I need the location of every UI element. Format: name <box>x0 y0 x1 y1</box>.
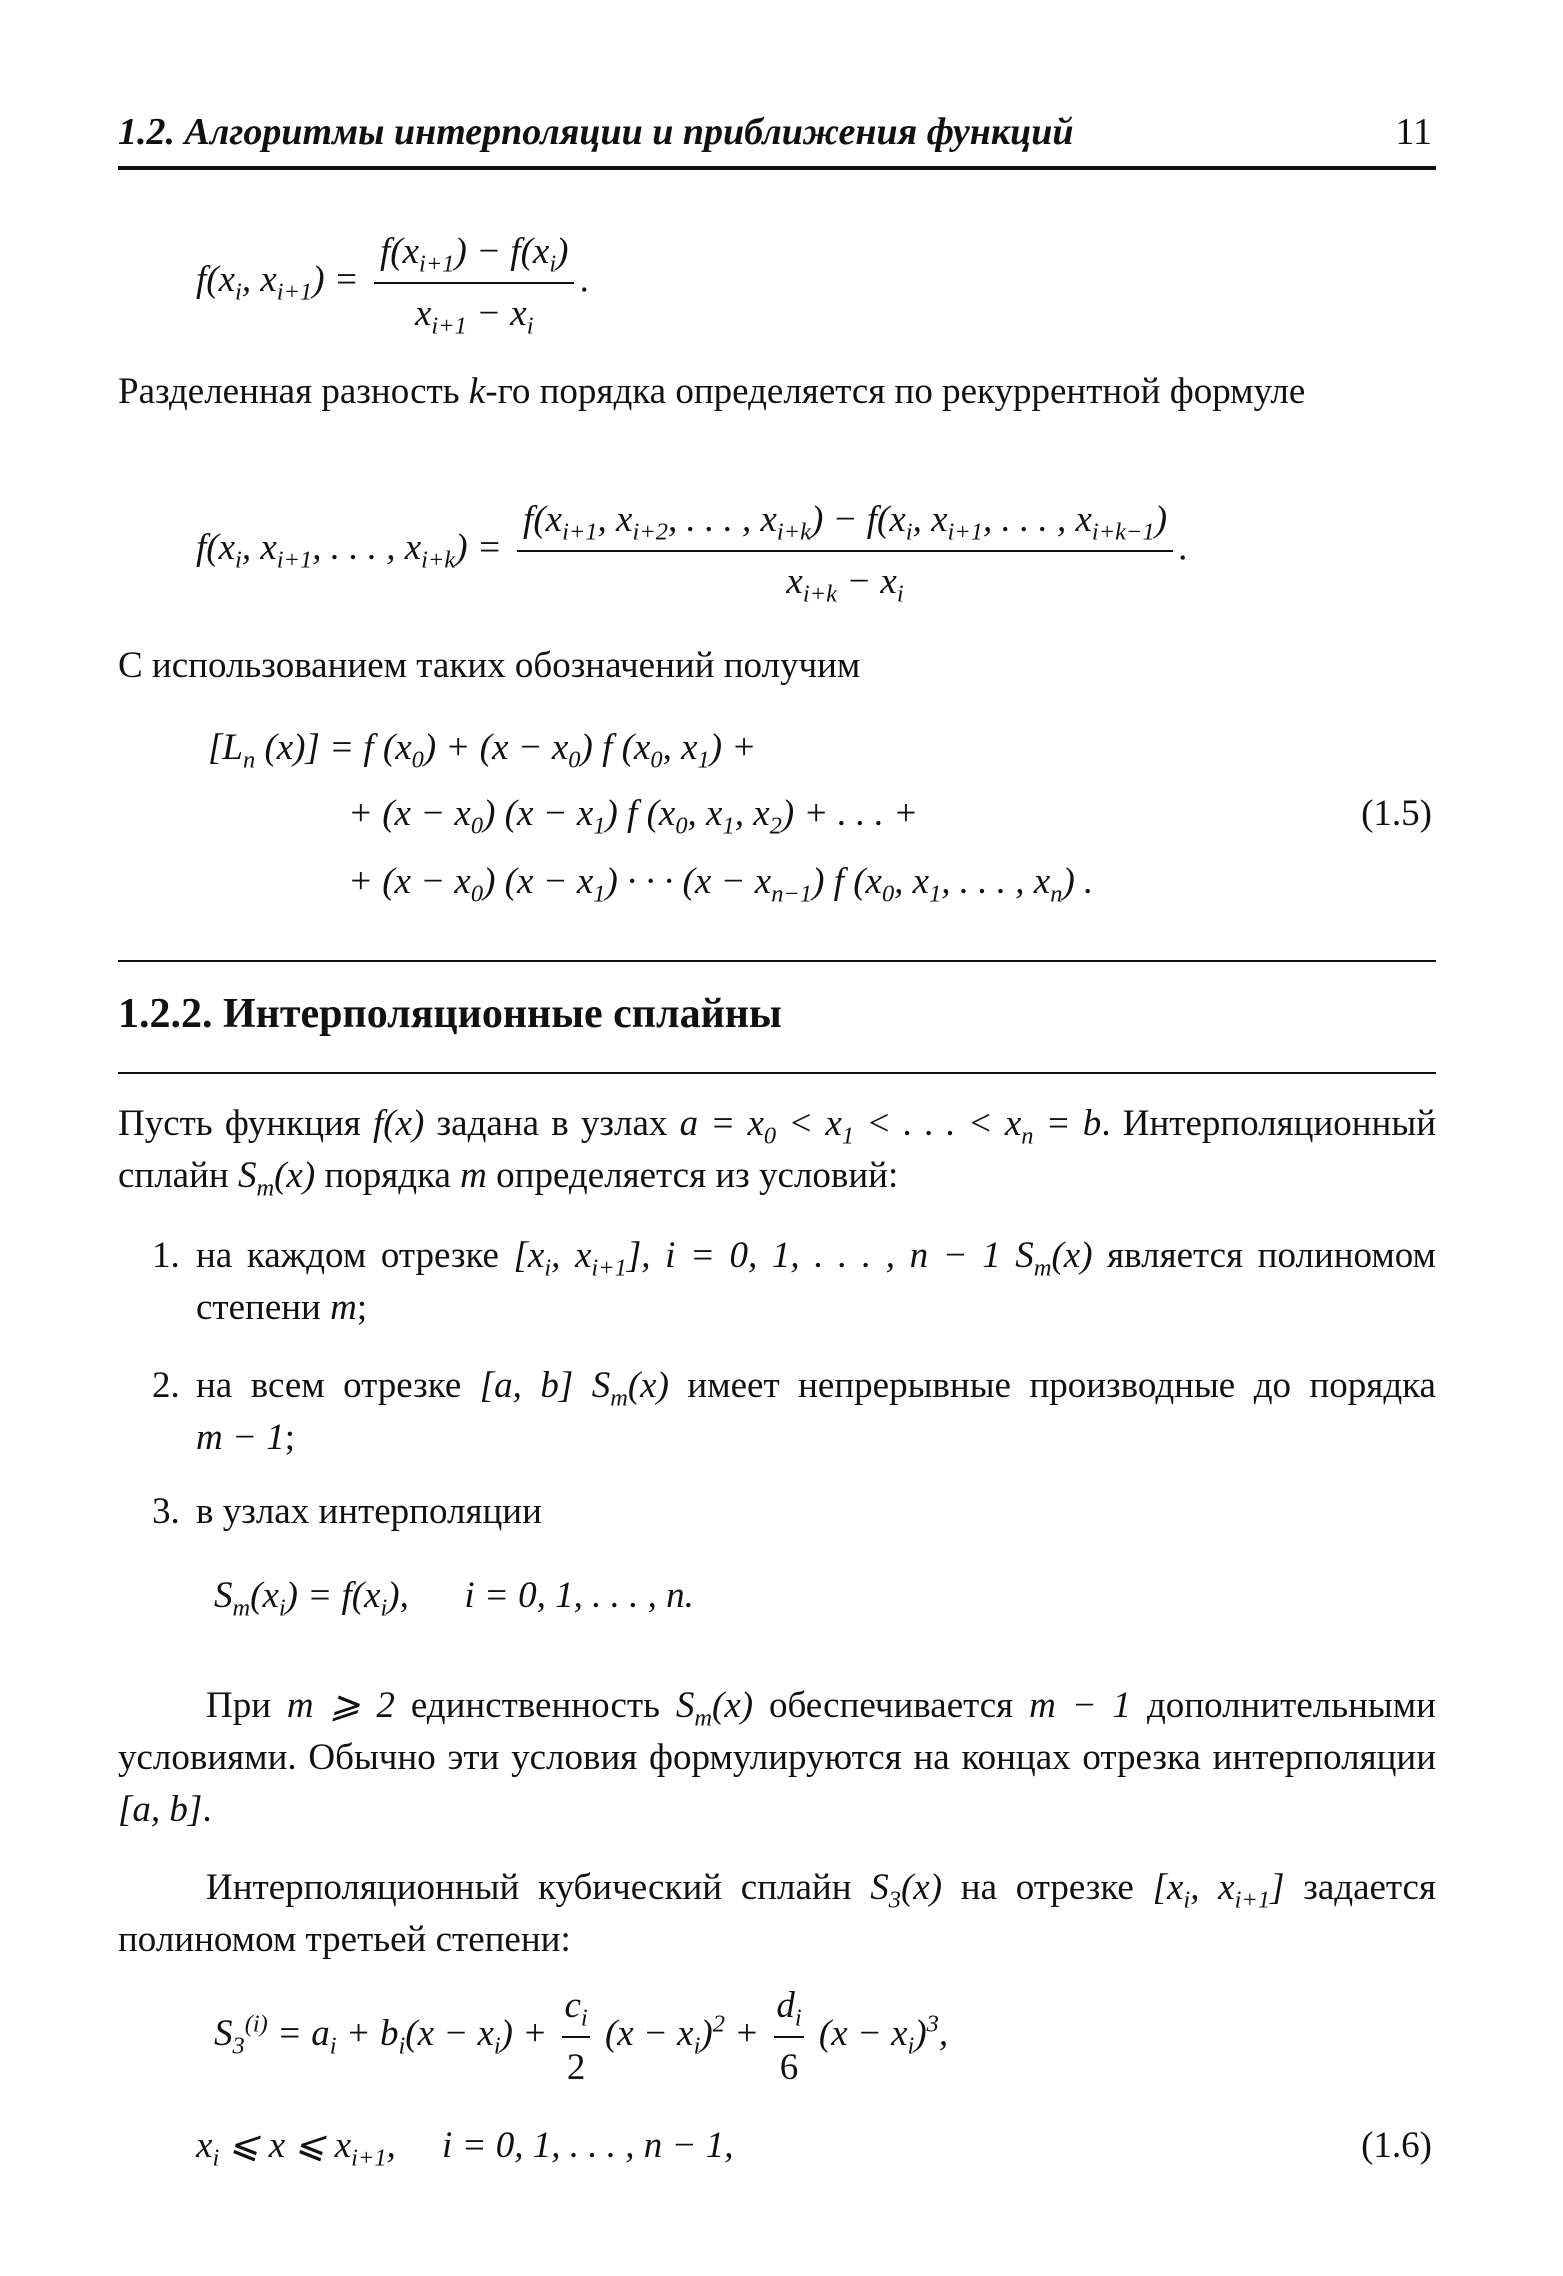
running-title: 1.2. Алгоритмы интерполяции и приближения функций <box>118 111 1074 153</box>
eq-first-numerator: $f(x_{i+1}) - f(x_i)$ <box>380 231 569 278</box>
eq-first-lhs: $f(x_i$, $x_{i+1}$) = <box>196 259 359 306</box>
eq-cubic-part-1: $S_3^{(i)} = a_i + b_i(x - x_i)$ + <box>214 2011 548 2060</box>
page-number: 11 <box>1395 111 1432 153</box>
book-page <box>118 0 1436 2276</box>
section-rule-bottom <box>118 1072 1436 1074</box>
paragraph-cubic-spline: Интерполяционный кубический сплайн $S_3(x)$ на отрезке [$x_i$, $x_{i+1}$] задается полиномом третьей степени: <box>118 1867 1436 1960</box>
equation-number-1-5: (1.5) <box>1361 793 1432 834</box>
equation-number-1-6: (1.6) <box>1361 2125 1432 2166</box>
eq-kth-tail: . <box>1179 527 1189 569</box>
eq-1-5-line-1: [$L_n$ (x)] = f $(x_0) + (x - x_0)$ f ($x_0$, $x_1$) + <box>208 727 757 774</box>
eq-first-denominator: $x_{i+1} - x_i$ <box>374 282 574 340</box>
eq-cubic-fraction-c <box>562 1980 589 2094</box>
eq-cubic-part-3: $(x - x_i)^3$, <box>818 2011 949 2060</box>
list-item-number: 2. <box>152 1365 180 1406</box>
paragraph-intro: Пусть функция f(x) задана в узлах $a = x_0 < x_1$ < . . . < $x_n = b$. Интерполяционный сплайн $S_m(x)$ порядка m определяется из условий: <box>118 1103 1437 1202</box>
eq-first-fraction <box>374 226 574 340</box>
eq-1-5-line-2: + $(x - x_0)$ $(x - x_1)$ f ($x_0$, $x_1$, $x_2$) + . . . + <box>348 793 919 840</box>
eq-kth-numerator: $f(x_{i+1}$, $x_{i+2}$, . . . , $x_{i+k}) - f(x_i$, $x_{i+1}$, . . . , $x_{i+k-1}$) <box>523 499 1168 546</box>
eq-cubic-fraction-d <box>774 1980 803 2094</box>
eq-1-5-line-3: + $(x - x_0)$ $(x - x_1)$ · · · $(x - x_{n-1})$ f ($x_0$, $x_1$, . . . , $x_n$) . <box>348 861 1094 908</box>
eq-cubic-fraction-c-den: 2 <box>562 2036 589 2094</box>
list-item: в узлах интерполяции <box>196 1491 542 1532</box>
eq-kth-fraction <box>517 494 1173 608</box>
eq-first-tail: . <box>580 259 590 301</box>
equation-first-divided-difference <box>196 226 590 340</box>
section-rule-top <box>118 960 1436 962</box>
paragraph-uniqueness: При m ⩾ 2 единственность $S_m(x)$ обеспечивается m − 1 дополнительными условиями. Обычно эти условия формулируются на концах отрезка интерполяции [a, b]. <box>118 1685 1436 1830</box>
list-item-number: 3. <box>152 1491 180 1532</box>
eq-cubic-fraction-d-den: 6 <box>774 2036 803 2094</box>
list-item: на всем отрезке [a, b] $S_m(x)$ имеет непрерывные производные до порядка m − 1; <box>196 1365 1436 1458</box>
running-head <box>118 110 1436 154</box>
eq-cubic-fraction-d-num: $d_i$ <box>776 1985 802 2032</box>
paragraph-usage: С использованием таких обозначений получим <box>118 645 861 686</box>
list-item-number: 1. <box>152 1235 180 1276</box>
list-item: на каждом отрезке [$x_i$, $x_{i+1}$], i = 0, 1, . . . , n − 1 $S_m(x)$ является полиномом степени m; <box>196 1235 1436 1328</box>
eq-cubic-fraction-c-num: $c_i$ <box>564 1985 588 2032</box>
paragraph-kth-order: Разделенная разность k-го порядка определяется по рекуррентной формуле <box>118 371 1306 412</box>
header-rule <box>118 166 1436 170</box>
equation-kth-divided-difference <box>196 494 1188 608</box>
equation-cubic-spline <box>214 1980 948 2094</box>
eq-kth-denominator: $x_{i+k} - x_i$ <box>517 550 1173 608</box>
eq-cubic-part-2: $(x - x_i)^2$ + <box>604 2011 760 2060</box>
equation-interpolation-nodes: $S_m(x_i) = f(x_i)$, i = 0, 1, . . . , n. <box>214 1575 694 1622</box>
section-title: 1.2.2. Интерполяционные сплайны <box>118 991 782 1037</box>
equation-cubic-domain: $x_i$ ⩽ x ⩽ $x_{i+1}$, i = 0, 1, . . . , n − 1, <box>196 2125 734 2172</box>
eq-kth-lhs: $f(x_i$, $x_{i+1}$, . . . , $x_{i+k}$) = <box>196 527 502 574</box>
